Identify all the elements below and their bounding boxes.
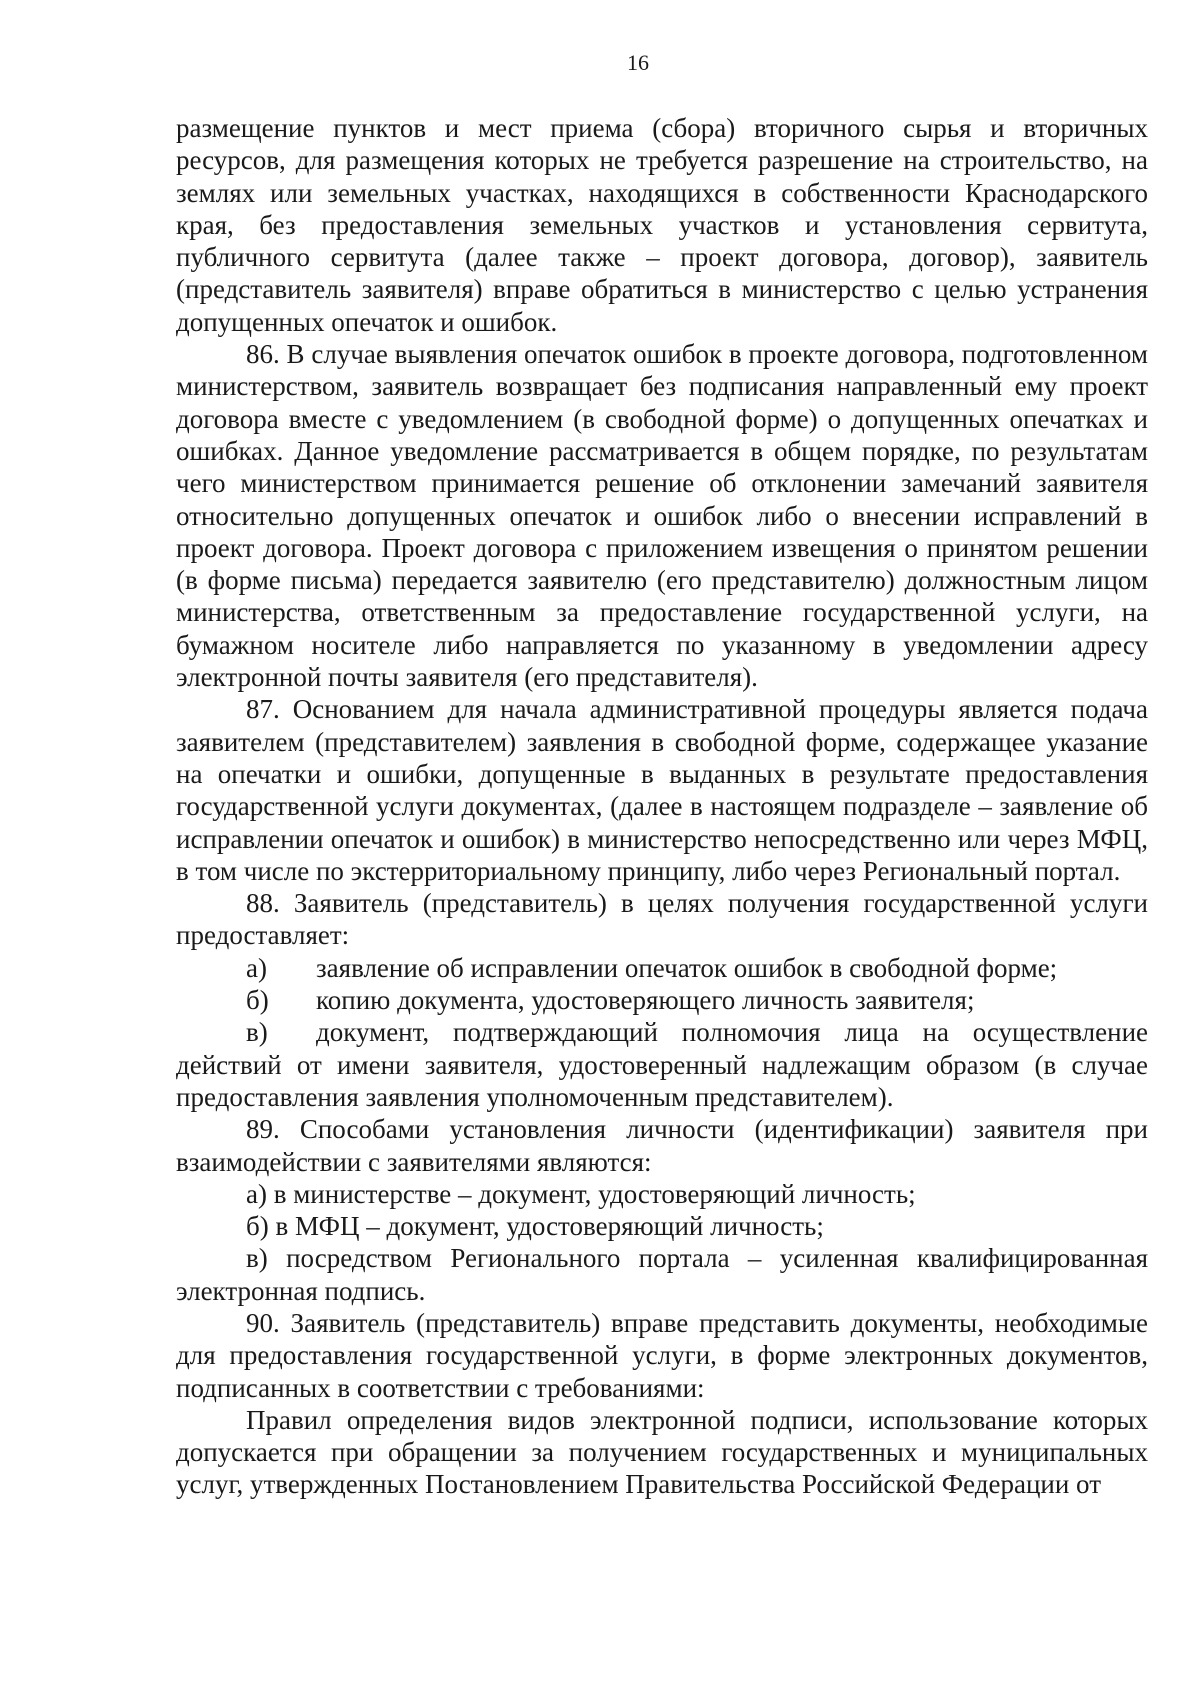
list-item-89b: б) в МФЦ – документ, удостоверяющий личность;	[246, 1211, 824, 1242]
paragraph-86: 86. В случае выявления опечаток ошибок в проекте договора, подготовленном министерством, заявитель возвращает без подписания направленный ему проект договора вместе с уведомлением (в свободной форме) о допущенных опечатках и ошибках. Данное уведомление рассматривается в общем порядке, по результатам чего министерством принимается решение об отклонении замечаний заявителя относительно допущенных опечаток и ошибок либо о внесении исправлений в проект договора. Проект договора с приложением извещения о принятом решении (в форме письма) передается заявителю (его представителю) должностным лицом министерства, ответственным за предоставление государственной услуги, на бумажном носителе либо направляется по указанному в уведомлении адресу электронной почты заявителя (его представителя).	[176, 339, 1148, 693]
list-item-89c: в) посредством Регионального портала – усиленная квалифицированная электронная подпись.	[176, 1243, 1148, 1306]
paragraph-89: 89. Способами установления личности (идентификации) заявителя при взаимодействии с заявителями являются:	[176, 1114, 1148, 1177]
paragraph-87: 87. Основанием для начала административной процедуры является подача заявителем (представителем) заявления в свободной форме, содержащее указание на опечатки и ошибки, допущенные в выданных в результате предоставления государственной услуги документах, (далее в настоящем подразделе – заявление об исправлении опечаток и ошибок) в министерство непосредственно или через МФЦ, в том числе по экстерриториальному принципу, либо через Региональный портал.	[176, 694, 1148, 886]
list-item-88a	[176, 952, 1148, 984]
document-body	[176, 112, 1148, 1501]
paragraph-88: 88. Заявитель (представитель) в целях получения государственной услуги предоставляет:	[176, 888, 1148, 951]
list-marker: а)	[246, 952, 267, 983]
paragraph-rules: Правил определения видов электронной подписи, использование которых допускается при обращении за получением государственных и муниципальных услуг, утвержденных Постановлением Правительства Российской Федерации от	[176, 1404, 1148, 1500]
list-marker: б)	[246, 985, 269, 1016]
list-item-text: документ, подтверждающий полномочия лица на осуществление действий от имени заявителя, удостоверенный надлежащим образом (в случае предоставления заявления уполномоченным представителем).	[176, 1017, 1148, 1112]
list-item-88c	[176, 1016, 1148, 1113]
list-item-text: заявление об исправлении опечаток ошибок в свободной форме;	[316, 952, 1058, 983]
list-marker: в)	[246, 1017, 268, 1048]
paragraph-90: 90. Заявитель (представитель) вправе представить документы, необходимые для предоставления государственной услуги, в форме электронных документов, подписанных в соответствии с требованиями:	[176, 1307, 1148, 1403]
paragraph-intro: размещение пунктов и мест приема (сбора) вторичного сырья и вторичных ресурсов, для размещения которых не требуется разрешение на строительство, на землях или земельных участках, находящихся в собственности Краснодарского края, без предоставления земельных участков и установления сервитута, публичного сервитута (далее также – проект договора, договор), заявитель (представитель заявителя) вправе обратиться в министерство с целью устранения допущенных опечаток и ошибок.	[176, 113, 1148, 337]
list-item-text: копию документа, удостоверяющего личность заявителя;	[316, 985, 975, 1016]
page-number: 16	[627, 50, 649, 75]
list-item-88b	[176, 984, 1148, 1016]
list-item-89a: а) в министерстве – документ, удостоверяющий личность;	[246, 1178, 916, 1209]
